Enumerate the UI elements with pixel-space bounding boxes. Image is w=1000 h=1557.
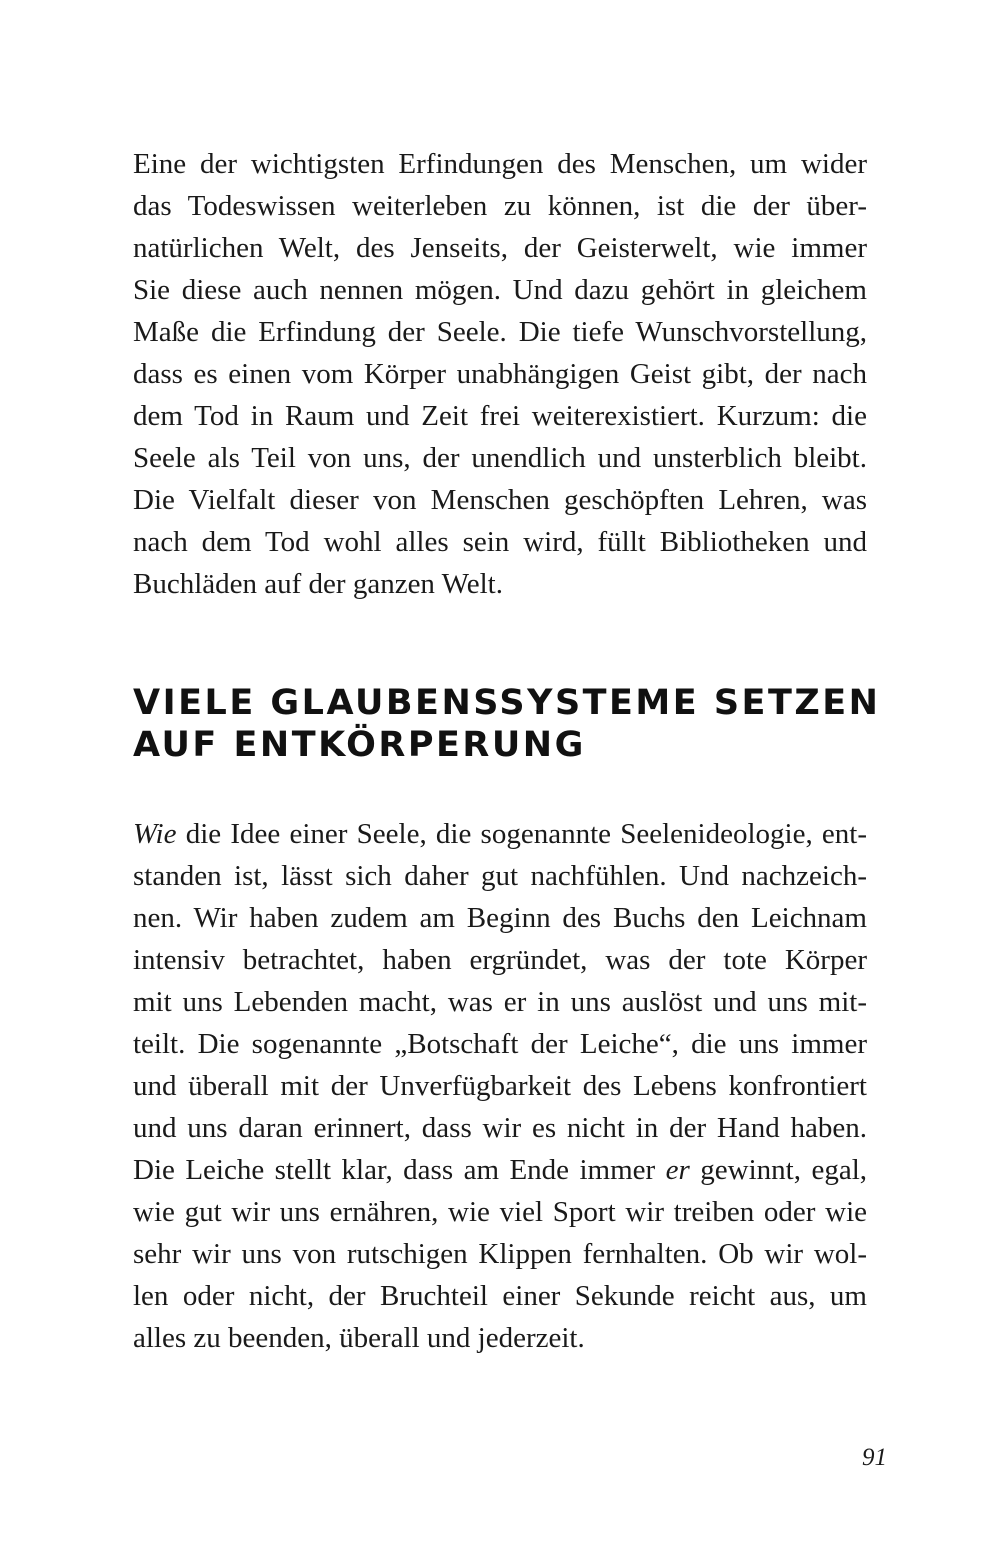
paragraph-line: mit uns Lebenden macht, was er in uns auslöst und uns mit- bbox=[133, 986, 867, 1018]
paragraph-line: teilt. Die sogenannte „Botschaft der Leiche“, die uns immer bbox=[133, 1028, 867, 1060]
paragraph-line: intensiv betrachtet, haben ergründet, was der tote Körper bbox=[133, 944, 867, 976]
paragraph-line: sehr wir uns von rutschigen Klippen fernhalten. Ob wir wol- bbox=[133, 1238, 867, 1270]
paragraph-line: das Todeswissen weiterleben zu können, ist die der über- bbox=[133, 190, 867, 222]
paragraph-line-text: gewinnt, egal, bbox=[689, 1154, 867, 1186]
paragraph-line: und überall mit der Unverfügbarkeit des Lebens konfrontiert bbox=[133, 1070, 867, 1102]
paragraph-line: dem Tod in Raum und Zeit frei weiterexistiert. Kurzum: die bbox=[133, 400, 867, 432]
page-number: 91 bbox=[862, 1444, 887, 1471]
body-paragraph-2 bbox=[133, 813, 867, 1359]
emphasis-er: er bbox=[665, 1154, 690, 1186]
section-heading-line-1: VIELE GLAUBENSSYSTEME SETZEN bbox=[133, 683, 881, 723]
paragraph-line-text: die Idee einer Seele, die sogenannte Seelenideologie, ent- bbox=[176, 818, 867, 850]
paragraph-line: Buchläden auf der ganzen Welt. bbox=[133, 568, 503, 600]
paragraph-line bbox=[133, 813, 867, 855]
paragraph-line-text: Die Leiche stellt klar, dass am Ende immer bbox=[133, 1154, 666, 1186]
paragraph-line: Die Vielfalt dieser von Menschen geschöpften Lehren, was bbox=[133, 484, 867, 516]
paragraph-line: natürlichen Welt, des Jenseits, der Geisterwelt, wie immer bbox=[133, 232, 867, 264]
emphasis-wie: Wie bbox=[133, 818, 177, 850]
section-heading-line-2: AUF ENTKÖRPERUNG bbox=[133, 725, 586, 765]
paragraph-line: alles zu beenden, überall und jederzeit. bbox=[133, 1322, 585, 1354]
paragraph-line: nach dem Tod wohl alles sein wird, füllt Bibliotheken und bbox=[133, 526, 867, 558]
paragraph-line: Eine der wichtigsten Erfindungen des Menschen, um wider bbox=[133, 148, 867, 180]
paragraph-line: len oder nicht, der Bruchteil einer Sekunde reicht aus, um bbox=[133, 1280, 867, 1312]
paragraph-line: und uns daran erinnert, dass wir es nicht in der Hand haben. bbox=[133, 1112, 867, 1144]
paragraph-line: wie gut wir uns ernähren, wie viel Sport wir treiben oder wie bbox=[133, 1196, 867, 1228]
paragraph-line: nen. Wir haben zudem am Beginn des Buchs den Leichnam bbox=[133, 902, 867, 934]
section-heading bbox=[133, 682, 881, 766]
paragraph-line: standen ist, lässt sich daher gut nachfühlen. Und nachzeich- bbox=[133, 860, 867, 892]
paragraph-line: Seele als Teil von uns, der unendlich und unsterblich bleibt. bbox=[133, 442, 867, 474]
paragraph-line: dass es einen vom Körper unabhängigen Geist gibt, der nach bbox=[133, 358, 867, 390]
paragraph-line bbox=[133, 1149, 867, 1191]
paragraph-line: Maße die Erfindung der Seele. Die tiefe Wunschvorstellung, bbox=[133, 316, 867, 348]
body-paragraph-1 bbox=[133, 143, 867, 605]
paragraph-line: Sie diese auch nennen mögen. Und dazu gehört in gleichem bbox=[133, 274, 867, 306]
